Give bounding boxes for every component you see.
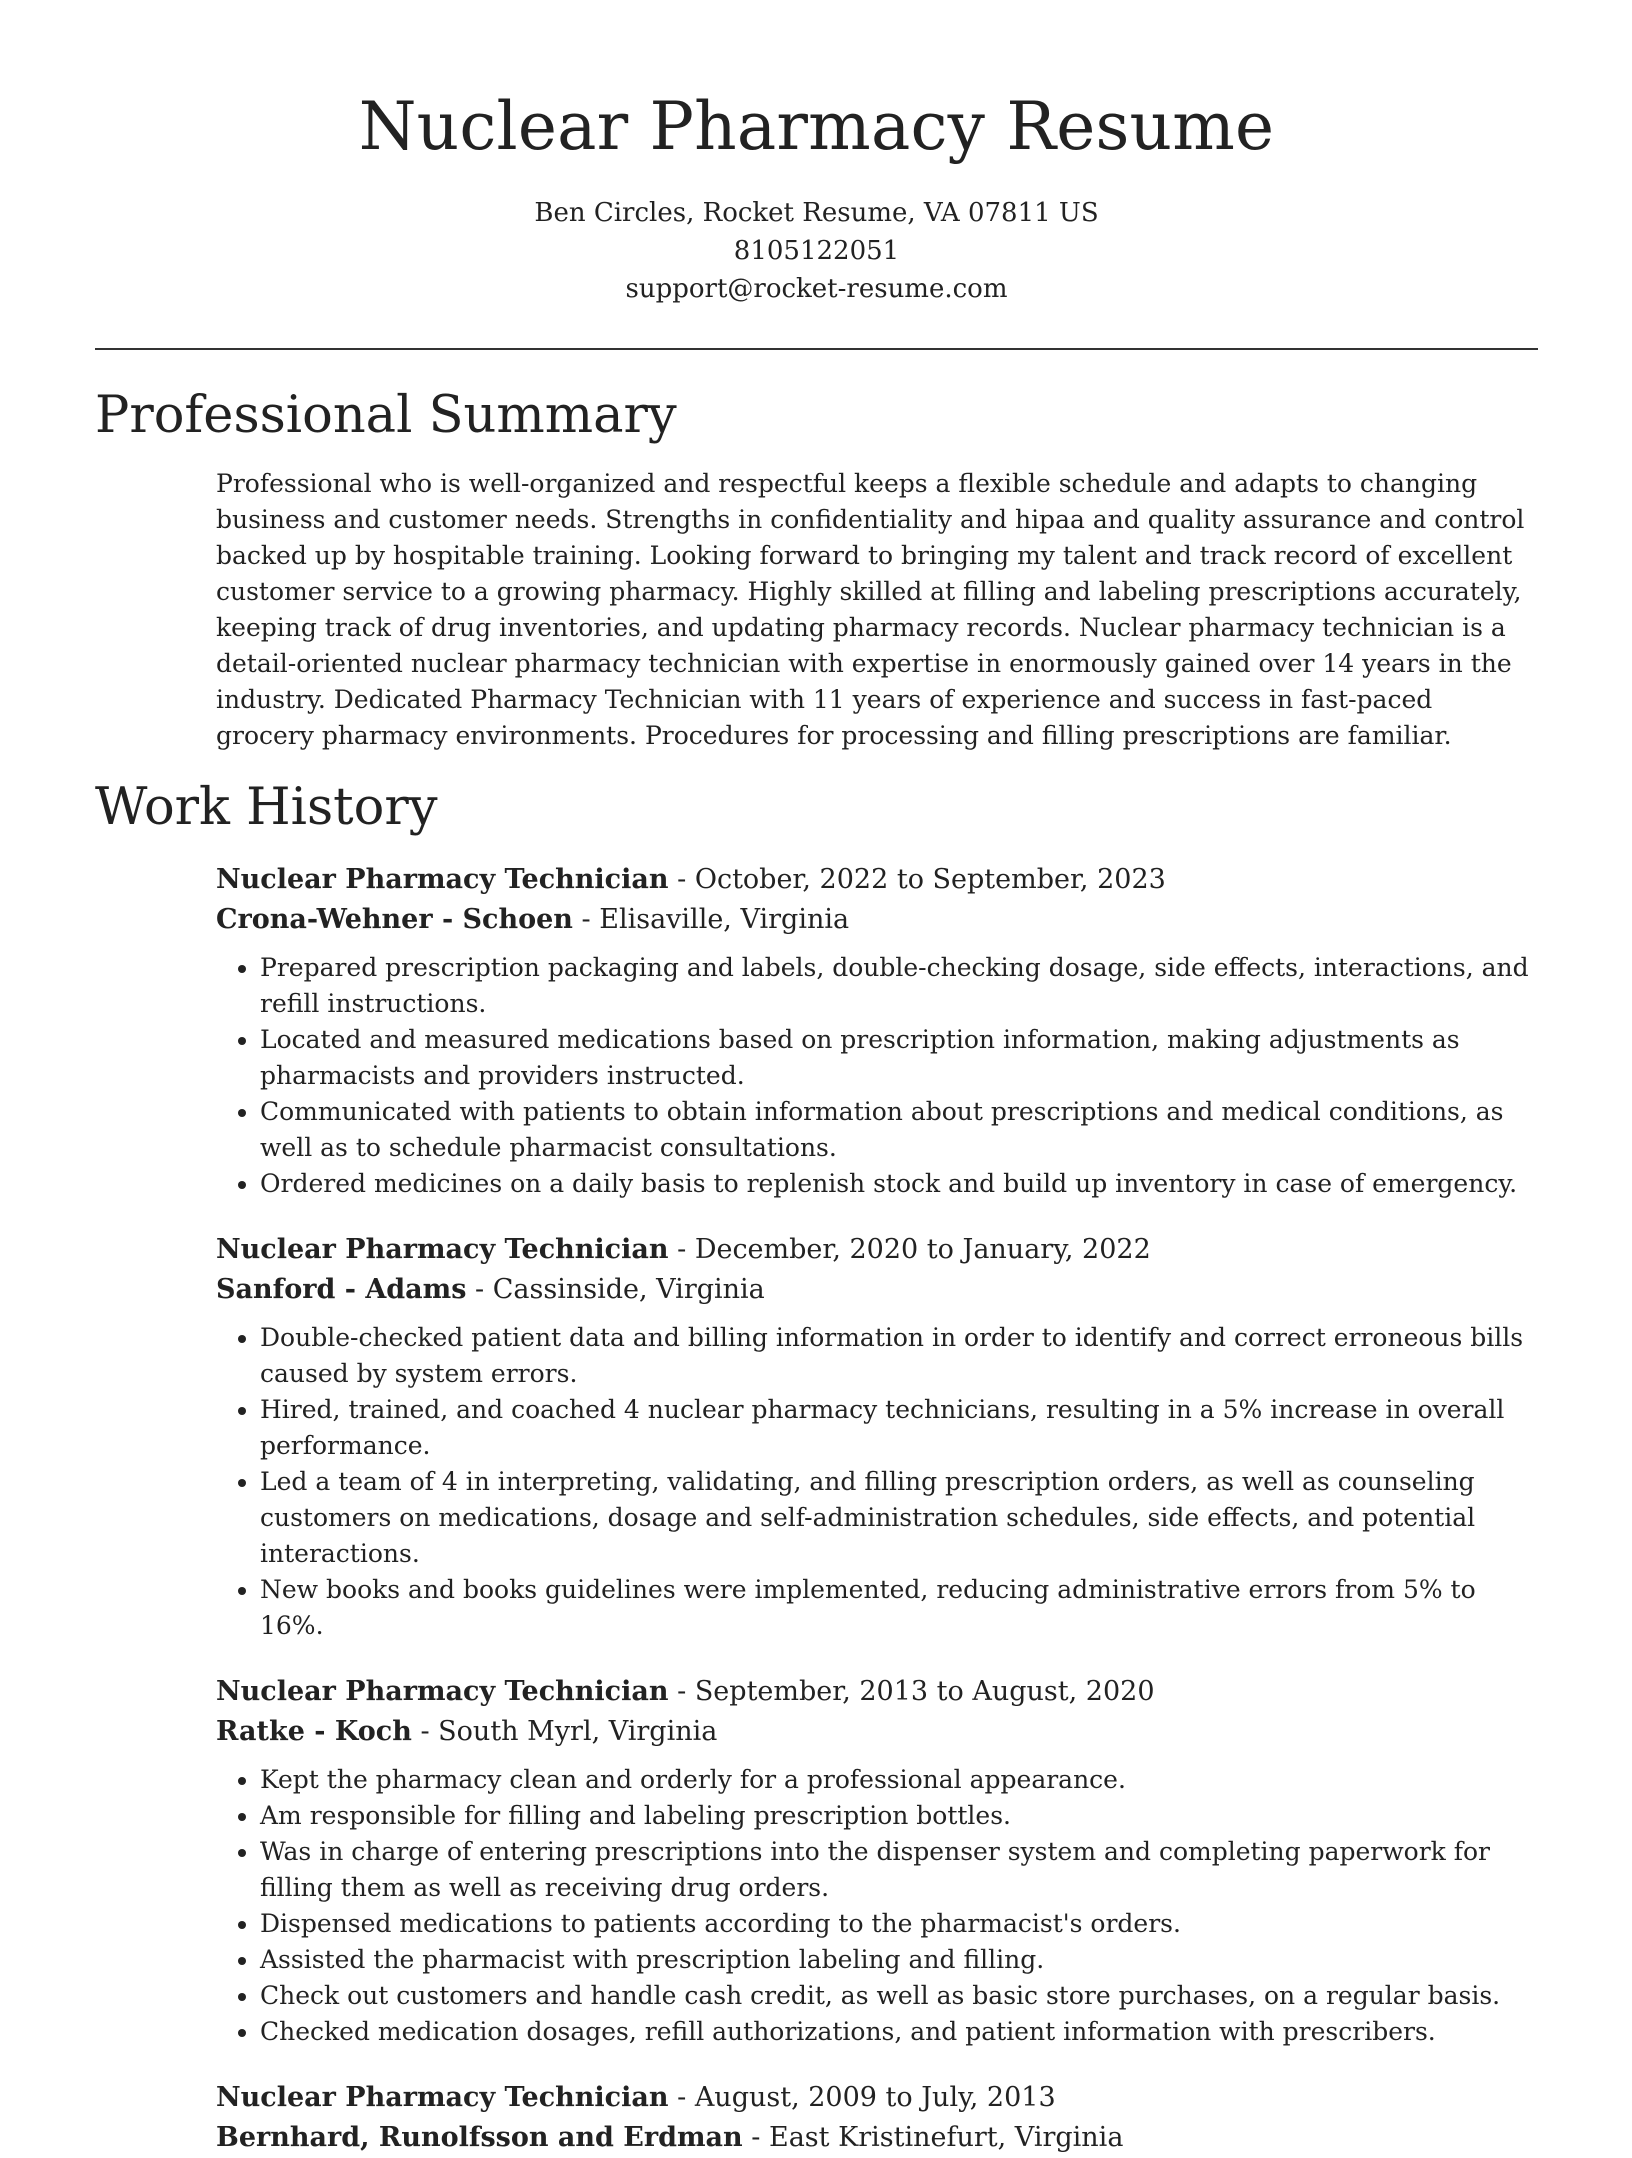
summary-heading: Professional Summary xyxy=(95,386,677,445)
job-bullet: • Kept the pharmacy clean and orderly for a professional appearance. xyxy=(260,1762,1538,1798)
job-dates: December, 2020 to January, 2022 xyxy=(694,1234,1151,1265)
job-bullet: • Hired, trained, and coached 4 nuclear pharmacy technicians, resulting in a 5% increase in overall performance. xyxy=(260,1392,1538,1464)
separator: - xyxy=(668,2082,695,2113)
job-entry xyxy=(216,2078,1538,2158)
separator: - xyxy=(668,864,695,895)
job-employer: Bernhard, Runolfsson and Erdman xyxy=(216,2122,743,2153)
job-bullets xyxy=(216,950,1538,1202)
job-employer: Ratke - Koch xyxy=(216,1716,412,1747)
separator: - xyxy=(466,1274,493,1305)
job-employer: Crona-Wehner - Schoen xyxy=(216,904,573,935)
job-bullets xyxy=(216,1320,1538,1644)
work-history-heading: Work History xyxy=(95,778,438,837)
summary-text: Professional who is well-organized and respectful keeps a flexible schedule and adapts to changing business and customer needs. Strengths in confidentiality and hipaa and quality assurance and control backed up by hospitable training. Looking forward to bringing my talent and track record of excellent customer service to a growing pharmacy. Highly skilled at filling and labeling prescriptions accurately, keeping track of drug inventories, and updating pharmacy records. Nuclear pharmacy technician is a detail-oriented nuclear pharmacy technician with expertise in enormously gained over 14 years in the industry. Dedicated Pharmacy Technician with 11 years of experience and success in fast-paced grocery pharmacy environments. Procedures for processing and filling prescriptions are familiar. xyxy=(216,469,1525,750)
job-title: Nuclear Pharmacy Technician xyxy=(216,2082,669,2113)
job-title: Nuclear Pharmacy Technician xyxy=(216,1234,669,1265)
job-bullet: • Assisted the pharmacist with prescription labeling and filling. xyxy=(260,1942,1538,1978)
job-bullet: • Dispensed medications to patients according to the pharmacist's orders. xyxy=(260,1906,1538,1942)
job-bullet: • Located and measured medications based on prescription information, making adjustments as pharmacists and providers instructed. xyxy=(260,1022,1538,1094)
job-dates: October, 2022 to September, 2023 xyxy=(694,864,1166,895)
job-entry xyxy=(216,1230,1538,1644)
job-title: Nuclear Pharmacy Technician xyxy=(216,1676,669,1707)
job-bullet: • Check out customers and handle cash credit, as well as basic store purchases, on a regular basis. xyxy=(260,1978,1538,2014)
job-bullet: • Double-checked patient data and billing information in order to identify and correct erroneous bills caused by system errors. xyxy=(260,1320,1538,1392)
job-bullet: • Am responsible for filling and labeling prescription bottles. xyxy=(260,1798,1538,1834)
contact-email: support@rocket-resume.com xyxy=(625,274,1008,304)
header-divider xyxy=(95,348,1538,350)
job-title: Nuclear Pharmacy Technician xyxy=(216,864,669,895)
job-title-line xyxy=(216,860,1538,900)
job-title-line xyxy=(216,1230,1538,1270)
separator: - xyxy=(411,1716,439,1747)
job-employer-line xyxy=(216,1712,1538,1752)
job-title-line xyxy=(216,2078,1538,2118)
job-employer-line xyxy=(216,900,1538,940)
contact-phone: 8105122051 xyxy=(733,236,900,266)
job-title-line xyxy=(216,1672,1538,1712)
separator: - xyxy=(668,1676,695,1707)
job-bullet: • Prepared prescription packaging and labels, double-checking dosage, side effects, interactions, and refill instructions. xyxy=(260,950,1538,1022)
separator: - xyxy=(668,1234,695,1265)
job-bullet: • New books and books guidelines were implemented, reducing administrative errors from 5% to 16%. xyxy=(260,1572,1538,1644)
separator: - xyxy=(742,2122,769,2153)
job-location: South Myrl, Virginia xyxy=(438,1716,718,1747)
job-employer-line xyxy=(216,2118,1538,2158)
job-bullet: • Ordered medicines on a daily basis to replenish stock and build up inventory in case of emergency. xyxy=(260,1166,1538,1202)
resume-title: Nuclear Pharmacy Resume xyxy=(358,88,1275,165)
job-location: Elisaville, Virginia xyxy=(599,904,850,935)
job-entry xyxy=(216,1672,1538,2050)
resume-page xyxy=(95,0,1538,2158)
job-dates: September, 2013 to August, 2020 xyxy=(694,1676,1155,1707)
job-employer-line xyxy=(216,1270,1538,1310)
job-employer: Sanford - Adams xyxy=(216,1274,467,1305)
job-bullet: • Led a team of 4 in interpreting, validating, and filling prescription orders, as well as counseling customers on medications, dosage and self-administration schedules, side effects, and potential interactions. xyxy=(260,1464,1538,1572)
job-location: Cassinside, Virginia xyxy=(492,1274,765,1305)
job-location: East Kristinefurt, Virginia xyxy=(768,2122,1124,2153)
job-entry xyxy=(216,860,1538,1202)
job-bullets xyxy=(216,1762,1538,2050)
job-bullet: • Communicated with patients to obtain information about prescriptions and medical conditions, as well as to schedule pharmacist consultations. xyxy=(260,1094,1538,1166)
separator: - xyxy=(572,904,600,935)
resume-header xyxy=(95,0,1538,308)
job-bullet: • Was in charge of entering prescriptions into the dispenser system and completing paperwork for filling them as well as receiving drug orders. xyxy=(260,1834,1538,1906)
job-dates: August, 2009 to July, 2013 xyxy=(694,2082,1056,2113)
contact-address: Ben Circles, Rocket Resume, VA 07811 US xyxy=(534,198,1099,228)
job-bullet: • Checked medication dosages, refill authorizations, and patient information with prescribers. xyxy=(260,2014,1538,2050)
